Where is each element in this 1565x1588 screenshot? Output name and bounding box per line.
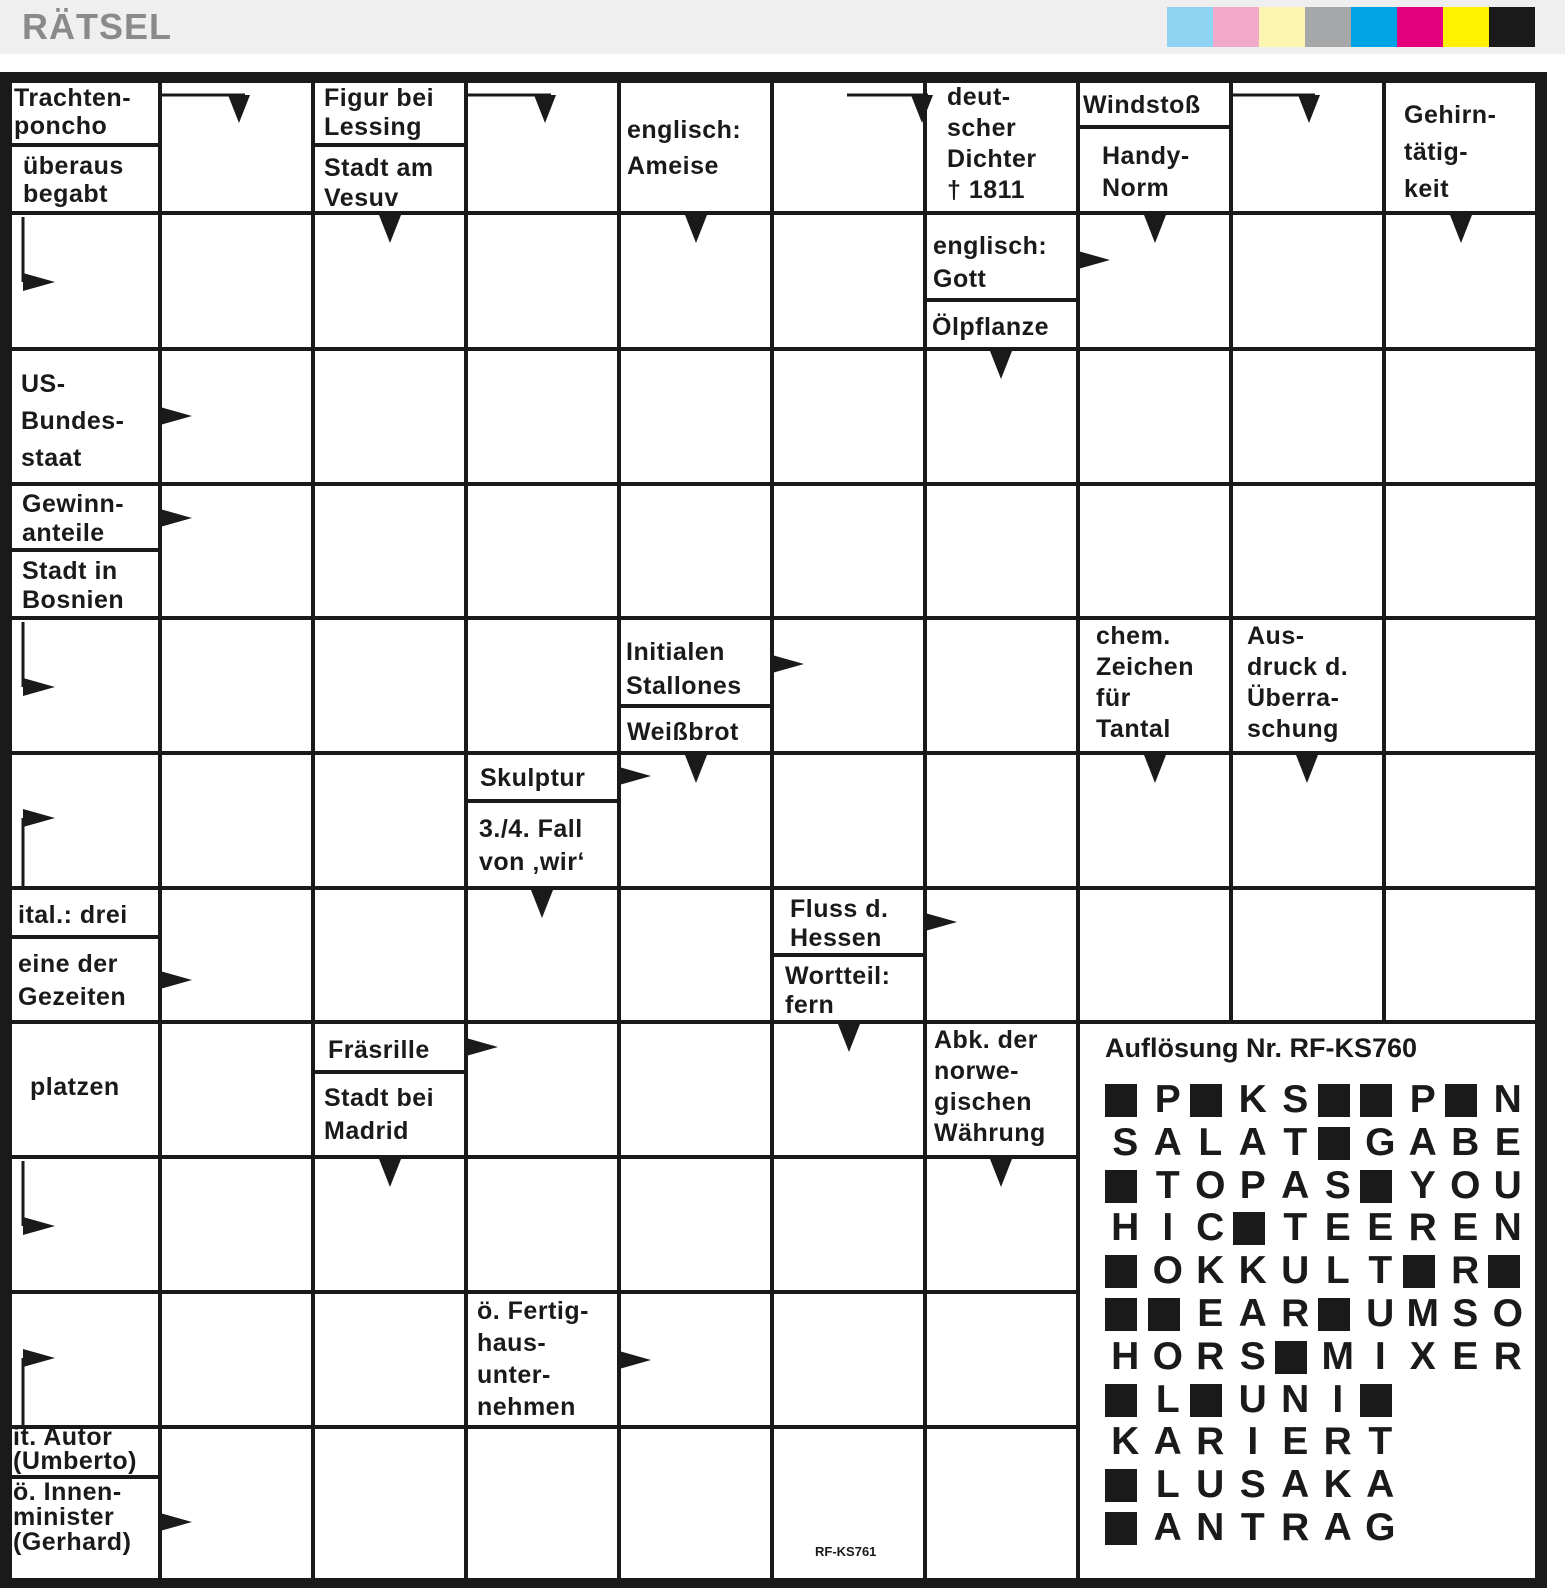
arrow-down-icon (1144, 215, 1166, 243)
solution-block (1359, 1079, 1402, 1121)
solution-letter: T (1240, 1506, 1265, 1549)
solution-letter: T (1368, 1420, 1393, 1464)
solution-letter: Y (1409, 1163, 1436, 1207)
clue-platzen: platzen (30, 1073, 120, 1101)
clue-trachtenponcho: Trachten- poncho (14, 84, 132, 140)
solution-block (1359, 1165, 1402, 1207)
clue-oe-fertighaus: ö. Fertig- haus- unter- nehmen (477, 1297, 589, 1421)
solution-block (1104, 1079, 1147, 1121)
arrow-down-icon (838, 1024, 860, 1052)
solution-letter: R (1281, 1292, 1310, 1335)
arrow-down-icon (379, 1159, 401, 1187)
solution-letter: A (1153, 1506, 1182, 1549)
solution-letter: A (1238, 1120, 1267, 1164)
solution-letter: I (1162, 1206, 1174, 1250)
arrow-right-icon (23, 1349, 55, 1367)
puzzle-code: RF-KS761 (815, 1544, 877, 1559)
solution-block (1359, 1379, 1402, 1421)
solution-letter: R (1323, 1420, 1352, 1464)
solution-letter: I (1247, 1420, 1259, 1464)
clue-fluss-hessen: Fluss d. Hessen (790, 895, 889, 952)
solution-letter: A (1366, 1463, 1395, 1507)
solution-letter: M (1321, 1334, 1354, 1378)
solution-letter: A (1281, 1463, 1310, 1507)
clue-ausdruck-ueberraschung: Aus- druck d. Überra- schung (1247, 622, 1349, 743)
clue-windstoss: Windstoß (1083, 91, 1201, 119)
arrow-down-icon (1298, 95, 1320, 123)
solution-row (1104, 1293, 1529, 1335)
solution-letter: P (1409, 1078, 1436, 1121)
solution-letter: O (1450, 1163, 1481, 1207)
solution-block (1487, 1250, 1530, 1292)
arrow-down-icon (911, 95, 933, 123)
solution-letter: A (1323, 1506, 1352, 1549)
solution-letter: L (1325, 1249, 1350, 1293)
clue-englisch-ameise: englisch: Ameise (627, 116, 742, 180)
arrow-right-icon (23, 273, 55, 291)
clue-stadt-bei-madrid: Stadt bei Madrid (324, 1084, 435, 1145)
solution-letter: E (1282, 1420, 1309, 1464)
solution-title: Auflösung Nr. RF-KS760 (1105, 1033, 1418, 1063)
solution-letter: L (1155, 1377, 1180, 1421)
solution-block (1104, 1250, 1147, 1292)
solution-row (1104, 1336, 1529, 1378)
solution-letter: U (1281, 1249, 1310, 1293)
solution-row (1104, 1207, 1529, 1249)
arrow-right-icon (772, 655, 804, 673)
solution-letter: P (1239, 1163, 1266, 1207)
solution-letter: S (1239, 1334, 1266, 1378)
solution-letter: E (1494, 1120, 1521, 1164)
solution-letter: I (1332, 1377, 1344, 1421)
clue-wortteil-fern: Wortteil: fern (785, 962, 891, 1019)
solution-letter: K (1196, 1249, 1225, 1293)
arrow-right-icon (160, 1513, 192, 1531)
solution-block (1317, 1079, 1360, 1121)
clue-oelpflanze: Ölpflanze (932, 313, 1050, 341)
arrow-right-icon (466, 1038, 498, 1056)
solution-letter: X (1409, 1334, 1436, 1378)
arrow-down-icon (990, 351, 1012, 379)
arrow-down-icon (534, 95, 556, 123)
solution-block (1147, 1293, 1190, 1335)
solution-letter: A (1153, 1120, 1182, 1164)
solution-row (1104, 1379, 1402, 1421)
solution-letter: T (1283, 1120, 1308, 1164)
solution-letter: U (1493, 1163, 1522, 1207)
solution-block (1317, 1122, 1360, 1164)
solution-row (1104, 1507, 1402, 1549)
arrow-down-icon (1450, 215, 1472, 243)
solution-letter: C (1196, 1206, 1225, 1250)
solution-letter: P (1154, 1078, 1181, 1121)
solution-letter: N (1281, 1377, 1310, 1421)
solution-letter: R (1281, 1506, 1310, 1549)
solution-letter: K (1111, 1420, 1140, 1464)
solution-block (1189, 1079, 1232, 1121)
arrow-right-icon (925, 913, 957, 931)
solution-letter: B (1451, 1120, 1480, 1164)
clue-oe-innenminister: ö. Innen- minister (Gerhard) (13, 1478, 132, 1556)
arrow-down-icon (685, 755, 707, 783)
solution-row (1104, 1464, 1402, 1506)
solution-letter: H (1111, 1206, 1140, 1250)
solution-block (1104, 1379, 1147, 1421)
solution-letter: I (1374, 1334, 1386, 1378)
solution-letter: O (1195, 1163, 1226, 1207)
solution-row (1104, 1421, 1402, 1463)
page-title: RÄTSEL (22, 6, 172, 47)
solution-block (1189, 1379, 1232, 1421)
solution-letter: O (1492, 1292, 1523, 1335)
clue-it-autor-umberto: it. Autor (Umberto) (13, 1423, 137, 1475)
solution-letter: E (1452, 1206, 1479, 1250)
solution-letter: N (1196, 1506, 1225, 1549)
solution-letter: A (1408, 1120, 1437, 1164)
solution-letter: K (1238, 1078, 1267, 1121)
clue-us-bundesstaat: US- Bundes- staat (21, 370, 125, 472)
solution-block (1402, 1250, 1445, 1292)
clue-abk-norwegische-waehrung: Abk. der norwe- gischen Währung (934, 1026, 1046, 1147)
clue-handy-norm: Handy- Norm (1102, 142, 1190, 202)
solution-row (1104, 1079, 1529, 1121)
clue-englisch-gott: englisch: Gott (933, 232, 1048, 293)
clue-gehirntaetigkeit: Gehirn- tätig- keit (1404, 101, 1497, 203)
solution-letter: E (1452, 1334, 1479, 1378)
solution-letter: R (1408, 1206, 1437, 1250)
solution-block (1104, 1507, 1147, 1549)
arrow-right-icon (160, 509, 192, 527)
clue-weissbrot: Weißbrot (627, 718, 739, 746)
arrow-right-icon (23, 1217, 55, 1235)
solution-block (1317, 1293, 1360, 1335)
clue-stadt-in-bosnien: Stadt in Bosnien (22, 557, 125, 614)
clue-skulptur: Skulptur (480, 764, 586, 792)
arrow-right-icon (619, 1351, 651, 1369)
clue-fraesrille: Fräsrille (328, 1036, 430, 1064)
solution-letter: U (1366, 1292, 1395, 1335)
solution-letter: E (1197, 1292, 1224, 1335)
clue-stadt-am-vesuv: Stadt am Vesuv (324, 154, 434, 212)
solution-letter: A (1153, 1420, 1182, 1464)
solution-letter: R (1196, 1334, 1225, 1378)
solution-letter: K (1323, 1463, 1352, 1507)
clue-ueberaus-begabt: überaus begabt (23, 152, 124, 208)
solution-letter: S (1324, 1163, 1351, 1207)
solution-letter: U (1238, 1377, 1267, 1421)
solution-block (1274, 1336, 1317, 1378)
solution-letter: S (1112, 1120, 1139, 1164)
solution-letter: O (1152, 1249, 1183, 1293)
clue-chem-zeichen-tantal: chem. Zeichen für Tantal (1096, 622, 1194, 743)
solution-row (1104, 1165, 1529, 1207)
solution-letter: A (1238, 1292, 1267, 1335)
solution-letter: L (1155, 1463, 1180, 1507)
solution-letter: E (1324, 1206, 1351, 1250)
arrow-down-icon (990, 1159, 1012, 1187)
solution-block (1444, 1079, 1487, 1121)
solution-letter: A (1281, 1163, 1310, 1207)
solution-letter: E (1367, 1206, 1394, 1250)
solution-letter: U (1196, 1463, 1225, 1507)
arrow-right-icon (1078, 251, 1110, 269)
solution-letter: T (1283, 1206, 1308, 1250)
arrow-down-icon (685, 215, 707, 243)
arrow-down-icon (1144, 755, 1166, 783)
solution-letter: T (1155, 1163, 1180, 1207)
arrow-right-icon (160, 971, 192, 989)
solution-letter: M (1406, 1292, 1439, 1335)
solution-letter: R (1196, 1420, 1225, 1464)
solution-row (1104, 1250, 1529, 1292)
solution-letter: G (1365, 1120, 1396, 1164)
clue-figur-bei-lessing: Figur bei Lessing (324, 84, 435, 141)
solution-letter: S (1452, 1292, 1479, 1335)
solution-block (1104, 1165, 1147, 1207)
clue-deutscher-dichter: deut- scher Dichter † 1811 (947, 83, 1037, 204)
clue-dritter-vierter-fall-wir: 3./4. Fall von ‚wir‘ (479, 815, 585, 876)
arrow-down-icon (531, 890, 553, 918)
arrow-down-icon (1296, 755, 1318, 783)
solution-block (1104, 1293, 1147, 1335)
clue-gewinnanteile: Gewinn- anteile (22, 490, 125, 547)
arrow-down-icon (228, 95, 250, 123)
solution-letter: R (1451, 1249, 1480, 1293)
solution-letter: L (1198, 1120, 1223, 1164)
solution-letter: S (1239, 1463, 1266, 1507)
solution-letter: O (1152, 1334, 1183, 1378)
solution-letter: H (1111, 1334, 1140, 1378)
solution-letter: N (1493, 1206, 1522, 1250)
arrow-down-icon (379, 215, 401, 243)
solution-block (1232, 1207, 1275, 1249)
clue-ital-drei: ital.: drei (18, 901, 128, 929)
arrow-right-icon (160, 407, 192, 425)
solution-letter: K (1238, 1249, 1267, 1293)
solution-letter: S (1282, 1078, 1309, 1121)
solution-letter: R (1493, 1334, 1522, 1378)
solution-row (1104, 1122, 1529, 1164)
solution-letter: G (1365, 1506, 1396, 1549)
arrow-right-icon (619, 767, 651, 785)
arrow-right-icon (23, 809, 55, 827)
solution-letter: T (1368, 1249, 1393, 1293)
solution-letter: N (1493, 1078, 1522, 1121)
clue-initialen-stallones: Initialen Stallones (626, 638, 742, 700)
clue-eine-der-gezeiten: eine der Gezeiten (18, 950, 127, 1011)
arrow-right-icon (23, 678, 55, 696)
solution-block (1104, 1464, 1147, 1506)
